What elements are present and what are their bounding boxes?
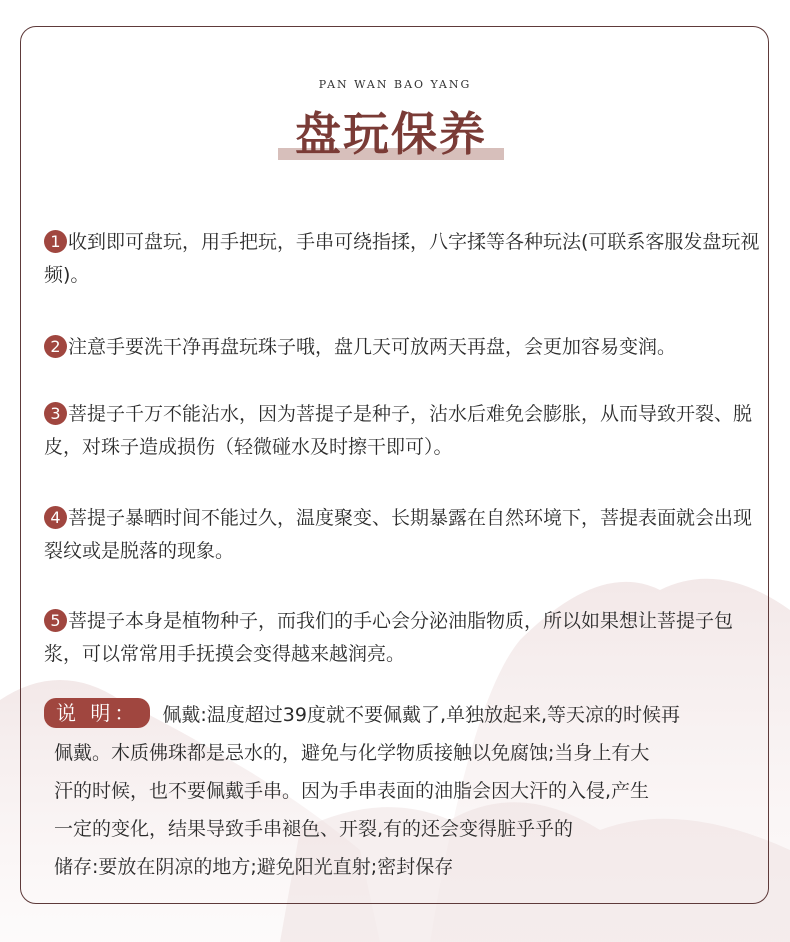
care-item-2 xyxy=(44,331,760,364)
care-item-text: 注意手要洗干净再盘玩珠子哦，盘几天可放两天再盘，会更加容易变润。 xyxy=(68,336,677,358)
number-badge: 5 xyxy=(44,609,67,632)
care-item-text: 菩提子本身是植物种子，而我们的手心会分泌油脂物质，所以如果想让菩提子包浆，可以常常用手抚摸会变得越来越润亮。 xyxy=(44,610,734,665)
note-line xyxy=(44,696,760,734)
care-item-4 xyxy=(44,502,760,568)
care-item-5 xyxy=(44,605,760,671)
note-section xyxy=(44,696,760,886)
care-item-3 xyxy=(44,398,760,464)
care-item-1 xyxy=(44,226,760,292)
note-line: 一定的变化，结果导致手串褪色、开裂,有的还会变得脏乎乎的 xyxy=(54,818,574,840)
note-line: 佩戴。木质佛珠都是忌水的，避免与化学物质接触以免腐蚀;当身上有大 xyxy=(54,742,650,764)
note-label-badge: 说 明： xyxy=(44,698,150,728)
number-badge: 2 xyxy=(44,335,67,358)
care-item-text: 收到即可盘玩，用手把玩，手串可绕指揉，八字揉等各种玩法(可联系客服发盘玩视频)。 xyxy=(44,231,760,286)
note-line: 汗的时候，也不要佩戴手串。因为手串表面的油脂会因大汗的入侵,产生 xyxy=(54,780,650,802)
care-item-text: 菩提子暴晒时间不能过久，温度聚变、长期暴露在自然环境下，菩提表面就会出现裂纹或是脱落的现象。 xyxy=(44,507,753,562)
note-line: 储存:要放在阴凉的地方;避免阳光直射;密封保存 xyxy=(54,856,454,878)
care-item-text: 菩提子千万不能沾水，因为菩提子是种子，沾水后难免会膨胀，从而导致开裂、脱皮，对珠子造成损伤（轻微碰水及时擦干即可）。 xyxy=(44,403,753,458)
number-badge: 4 xyxy=(44,506,67,529)
number-badge: 3 xyxy=(44,402,67,425)
title-block xyxy=(278,104,504,166)
note-line-text: 佩戴:温度超过39度就不要佩戴了,单独放起来,等天凉的时候再 xyxy=(162,704,681,726)
page-title: 盘玩保养 xyxy=(295,107,487,161)
subtitle-pinyin: PAN WAN BAO YANG xyxy=(318,78,472,91)
number-badge: 1 xyxy=(44,230,67,253)
